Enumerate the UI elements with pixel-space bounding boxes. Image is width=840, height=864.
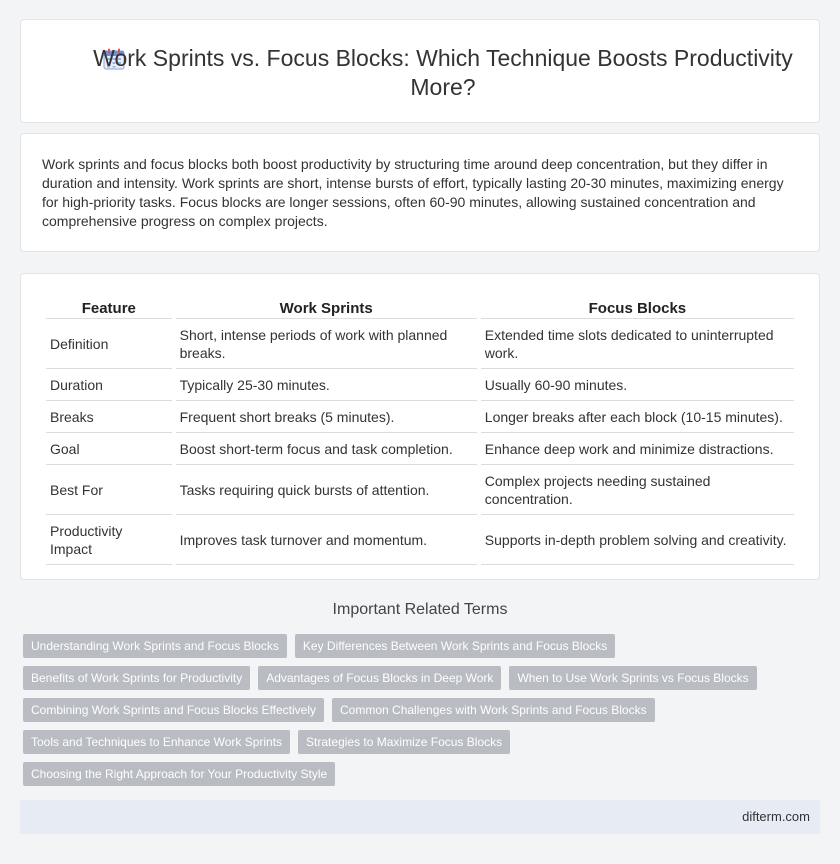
table-row	[46, 319, 794, 369]
table-cell: Longer breaks after each block (10-15 minutes).	[481, 401, 794, 433]
table-cell: Goal	[46, 433, 172, 465]
comparison-table	[42, 295, 798, 565]
column-header-work-sprints: Work Sprints	[176, 295, 477, 319]
related-term-link[interactable]: Tools and Techniques to Enhance Work Sprints	[23, 730, 290, 754]
table-cell: Supports in-depth problem solving and creativity.	[481, 515, 794, 565]
related-term-link[interactable]: Combining Work Sprints and Focus Blocks Effectively	[23, 698, 324, 722]
tag-row	[23, 762, 803, 786]
page-title-wrap	[21, 44, 819, 102]
tag-row	[23, 666, 803, 690]
column-header-focus-blocks: Focus Blocks	[481, 295, 794, 319]
table-header-row	[46, 295, 794, 319]
table-cell: Typically 25-30 minutes.	[176, 369, 477, 401]
table-cell: Best For	[46, 465, 172, 515]
related-terms-title: Important Related Terms	[332, 601, 508, 618]
related-terms-list	[23, 634, 803, 794]
table-cell: Usually 60-90 minutes.	[481, 369, 794, 401]
related-term-link[interactable]: Choosing the Right Approach for Your Productivity Style	[23, 762, 335, 786]
table-cell: Improves task turnover and momentum.	[176, 515, 477, 565]
intro-card	[20, 133, 820, 252]
table-cell: Boost short-term focus and task completion.	[176, 433, 477, 465]
footer-site-link[interactable]: difterm.com	[742, 809, 810, 824]
footer	[20, 800, 820, 834]
table-row	[46, 369, 794, 401]
table-cell: Duration	[46, 369, 172, 401]
table-cell: Breaks	[46, 401, 172, 433]
table-cell: Extended time slots dedicated to uninterrupted work.	[481, 319, 794, 369]
table-row	[46, 465, 794, 515]
header-card	[20, 19, 820, 123]
tag-row	[23, 634, 803, 658]
table-cell: Definition	[46, 319, 172, 369]
table-cell: Complex projects needing sustained concentration.	[481, 465, 794, 515]
tag-row	[23, 730, 803, 754]
table-cell: Productivity Impact	[46, 515, 172, 565]
related-term-link[interactable]: Advantages of Focus Blocks in Deep Work	[258, 666, 501, 690]
table-cell: Short, intense periods of work with planned breaks.	[176, 319, 477, 369]
table-cell: Enhance deep work and minimize distractions.	[481, 433, 794, 465]
page-title: Work Sprints vs. Focus Blocks: Which Technique Boosts Productivity More?	[93, 45, 793, 100]
intro-paragraph: Work sprints and focus blocks both boost productivity by structuring time around deep concentration, but they differ in duration and intensity. Work sprints are short, intense bursts of effort, typically lasting 20-30 minutes, maximizing energy for high-priority tasks. Focus blocks are longer sessions, often 60-90 minutes, allowing sustained concentration and comprehensive progress on complex projects.	[42, 156, 784, 229]
tag-row	[23, 698, 803, 722]
table-row	[46, 433, 794, 465]
related-term-link[interactable]: Key Differences Between Work Sprints and Focus Blocks	[295, 634, 615, 658]
related-term-link[interactable]: Understanding Work Sprints and Focus Blocks	[23, 634, 287, 658]
related-term-link[interactable]: Common Challenges with Work Sprints and Focus Blocks	[332, 698, 655, 722]
comparison-table-card	[20, 273, 820, 580]
related-term-link[interactable]: When to Use Work Sprints vs Focus Blocks	[509, 666, 756, 690]
table-row	[46, 515, 794, 565]
table-cell: Tasks requiring quick bursts of attention.	[176, 465, 477, 515]
table-cell: Frequent short breaks (5 minutes).	[176, 401, 477, 433]
table-row	[46, 401, 794, 433]
column-header-feature: Feature	[46, 295, 172, 319]
related-term-link[interactable]: Benefits of Work Sprints for Productivity	[23, 666, 250, 690]
related-term-link[interactable]: Strategies to Maximize Focus Blocks	[298, 730, 510, 754]
